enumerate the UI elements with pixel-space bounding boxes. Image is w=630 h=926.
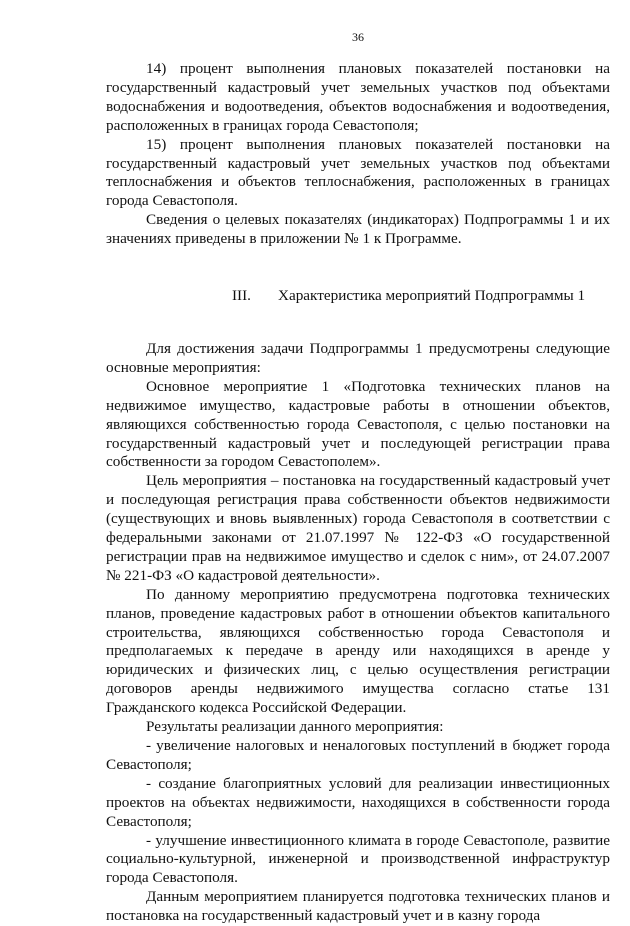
paragraph-result-1: - увеличение налоговых и неналоговых поступлений в бюджет города Севастополя; [106, 737, 610, 773]
section-number: III. [232, 287, 251, 305]
document-page [106, 30, 610, 926]
page-number: 36 [352, 30, 364, 44]
paragraph-activity-goal: Цель мероприятия – постановка на государственный кадастровый учет и последующая регистрация права собственности объектов недвижимости (существующих и вновь выявленных) города Севастополя в соответствии с федеральными законами от 21.07.1997 № 122-ФЗ «О государственной регистрации прав на недвижимое имущество и сделок с ним», от 24.07.2007 № 221-ФЗ «О кадастровой деятельности». [106, 472, 610, 584]
paragraph-intro: Для достижения задачи Подпрограммы 1 предусмотрены следующие основные мероприятия: [106, 339, 610, 376]
paragraph-activity-scope: По данному мероприятию предусмотрена подготовка технических планов, проведение кадастровых работ в отношении объектов капитального строительства, являющихся собственностью города Севастополя и предполагаемых к передаче в аренду или находящихся в аренде у юридических и физических лиц, с целью осуществления регистрации договоров аренды недвижимого имущества согласно статье 131 Гражданского кодекса Российской Федерации. [106, 585, 610, 717]
spacer [106, 249, 610, 287]
paragraph-planned-work: Данным мероприятием планируется подготовка технических планов и постановка на государственный кадастровый учет и в казну города [106, 888, 610, 925]
spacer [106, 306, 610, 340]
section-title: Характеристика мероприятий Подпрограммы 1 [278, 287, 586, 305]
section-heading [106, 287, 610, 306]
paragraph-indicators-reference: Сведения о целевых показателях (индикаторах) Подпрограммы 1 и их значениях приведены в приложении № 1 к Программе. [106, 211, 610, 248]
paragraph-item-15: 15) процент выполнения плановых показателей постановки на государственный кадастровый учет земельных участков под объектами теплоснабжения и объектов теплоснабжения, расположенных в границах города Севастополя. [106, 135, 610, 210]
paragraph-results-heading: Результаты реализации данного мероприятия: [146, 718, 444, 736]
paragraph-item-14: 14) процент выполнения плановых показателей постановки на государственный кадастровый учет земельных участков под объектами водоснабжения и водоотведения, объектов водоснабжения и водоотведения, расположенных в границах города Севастополя; [106, 60, 610, 134]
paragraph-result-2: - создание благоприятных условий для реализации инвестиционных проектов на объектах недвижимости, находящихся в собственности города Севастополя; [106, 774, 610, 830]
paragraph-main-activity: Основное мероприятие 1 «Подготовка технических планов на недвижимое имущество, кадастровые работы в отношении объектов, являющихся собственностью города Севастополя, с целью постановки на государственный кадастровый учет и последующей регистрации права собственности за городом Севастополем». [106, 377, 610, 471]
paragraph-result-3: - улучшение инвестиционного климата в городе Севастополе, развитие социально-культурной, инженерной и производственной инфраструктур города Севастополя. [106, 831, 610, 887]
